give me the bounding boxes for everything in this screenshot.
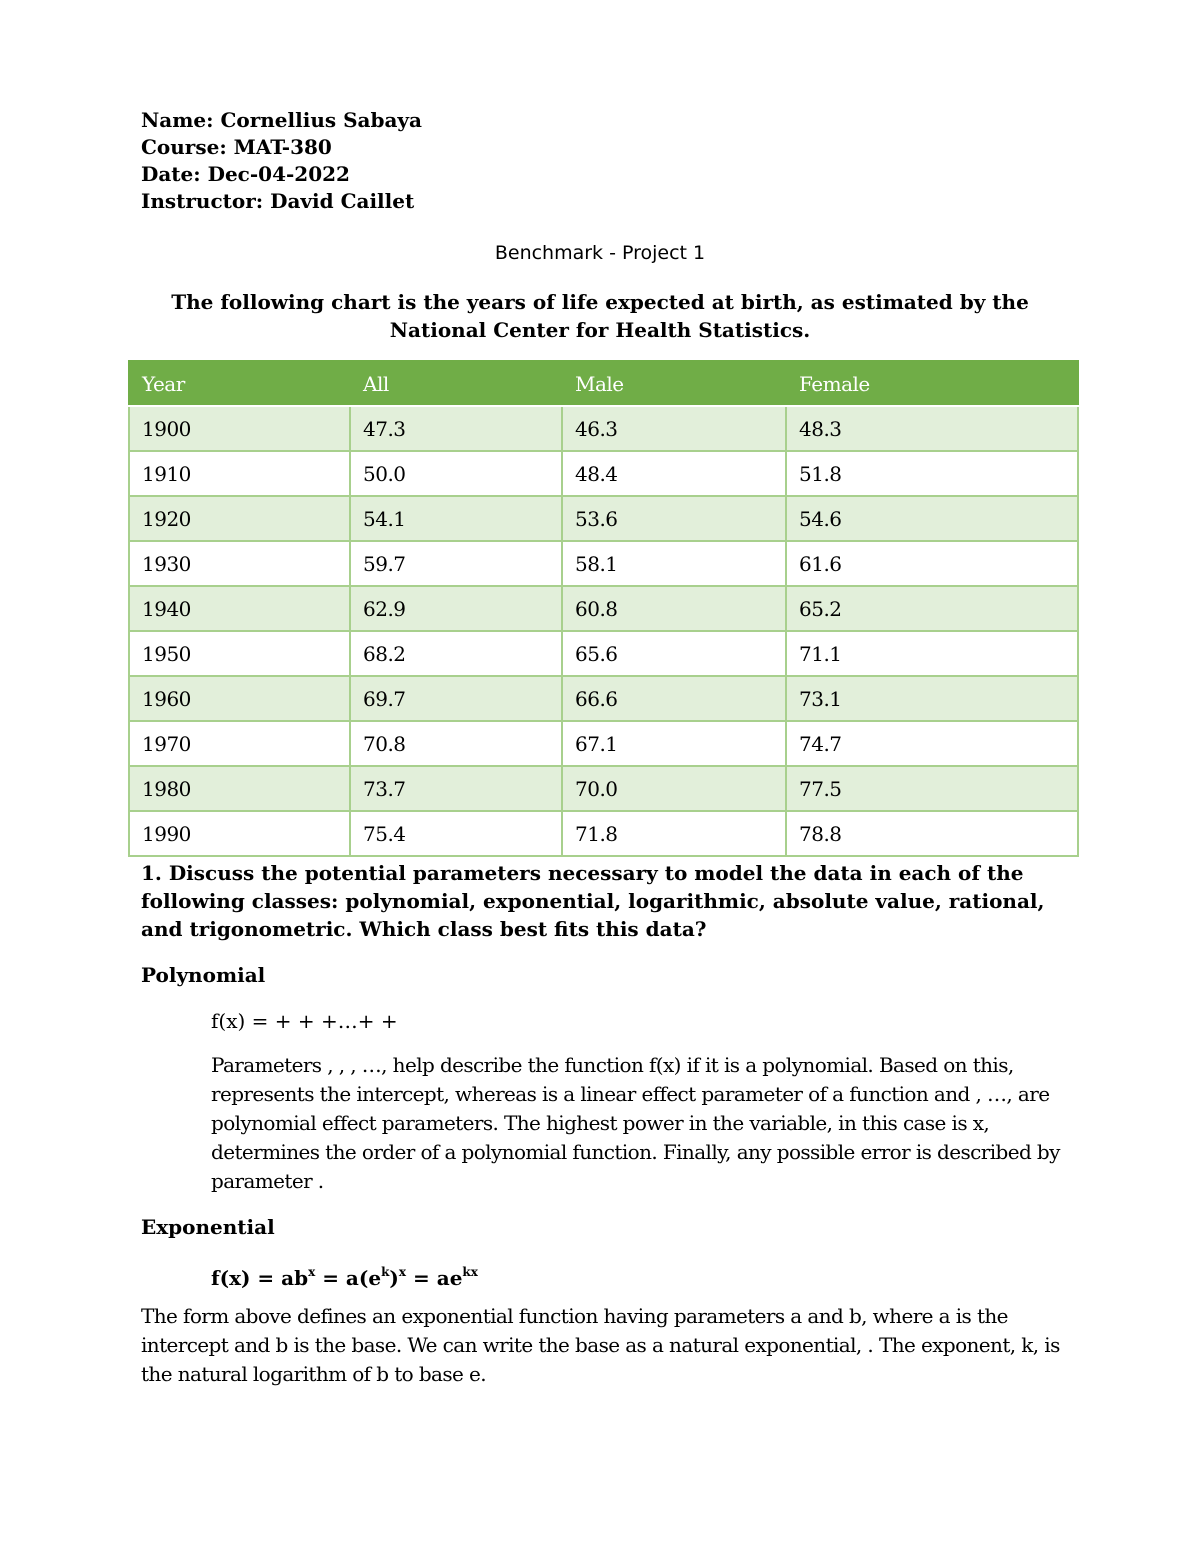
cell-year: 1950: [129, 631, 350, 676]
exponential-heading: Exponential: [141, 1215, 275, 1239]
cell-year: 1900: [129, 406, 350, 451]
formula-exponent: k: [381, 1265, 390, 1279]
table-row: [129, 676, 1078, 721]
cell-male: 66.6: [562, 676, 786, 721]
cell-female: 54.6: [786, 496, 1078, 541]
cell-year: 1970: [129, 721, 350, 766]
table-row: [129, 766, 1078, 811]
cell-all: 75.4: [350, 811, 562, 856]
table-row: [129, 721, 1078, 766]
cell-all: 68.2: [350, 631, 562, 676]
formula-part: ): [389, 1266, 399, 1290]
cell-female: 65.2: [786, 586, 1078, 631]
cell-male: 67.1: [562, 721, 786, 766]
course-line: Course: MAT-380: [141, 135, 332, 159]
formula-part: f(x) = ab: [211, 1266, 309, 1290]
table-row: [129, 406, 1078, 451]
formula-exponent: x: [398, 1265, 407, 1279]
cell-year: 1930: [129, 541, 350, 586]
cell-female: 74.7: [786, 721, 1078, 766]
cell-all: 70.8: [350, 721, 562, 766]
column-header-all: All: [350, 361, 562, 406]
cell-all: 47.3: [350, 406, 562, 451]
life-expectancy-table: [128, 360, 1079, 857]
cell-male: 71.8: [562, 811, 786, 856]
exponential-explanation: The form above defines an exponential function having parameters a and b, where a is the intercept and b is the base. We can write the base as a natural exponential, . The exponent, k, is the natural logarithm of b to base e.: [141, 1304, 1060, 1386]
cell-all: 50.0: [350, 451, 562, 496]
student-info: [141, 107, 422, 215]
cell-female: 51.8: [786, 451, 1078, 496]
polynomial-heading: Polynomial: [141, 963, 266, 987]
cell-year: 1980: [129, 766, 350, 811]
table-row: [129, 541, 1078, 586]
cell-female: 61.6: [786, 541, 1078, 586]
question-1: 1. Discuss the potential parameters necessary to model the data in each of the following classes: polynomial, exponential, logarithmic, absolute value, rational, and trigonometric. Which class best fits this data?: [141, 861, 1045, 941]
cell-year: 1910: [129, 451, 350, 496]
cell-male: 60.8: [562, 586, 786, 631]
cell-female: 71.1: [786, 631, 1078, 676]
student-name: Name: Cornellius Sabaya: [141, 108, 423, 132]
cell-female: 48.3: [786, 406, 1078, 451]
document-title: Benchmark - Project 1: [494, 242, 706, 264]
table-row: [129, 631, 1078, 676]
cell-all: 69.7: [350, 676, 562, 721]
formula-exponent: x: [308, 1265, 316, 1279]
cell-male: 48.4: [562, 451, 786, 496]
date-line: Date: Dec-04-2022: [141, 162, 350, 186]
cell-year: 1920: [129, 496, 350, 541]
table-row: [129, 496, 1078, 541]
cell-female: 78.8: [786, 811, 1078, 856]
cell-year: 1940: [129, 586, 350, 631]
formula-part: = ae: [406, 1266, 463, 1290]
column-header-female: Female: [786, 361, 1078, 406]
cell-female: 77.5: [786, 766, 1078, 811]
cell-male: 70.0: [562, 766, 786, 811]
cell-male: 46.3: [562, 406, 786, 451]
instructor-line: Instructor: David Caillet: [141, 189, 415, 213]
cell-male: 65.6: [562, 631, 786, 676]
cell-year: 1990: [129, 811, 350, 856]
cell-all: 54.1: [350, 496, 562, 541]
table-header-row: [129, 361, 1078, 406]
table-row: [129, 586, 1078, 631]
exponential-formula: [211, 1258, 478, 1292]
table-row: [129, 811, 1078, 856]
cell-all: 73.7: [350, 766, 562, 811]
cell-male: 53.6: [562, 496, 786, 541]
table-row: [129, 451, 1078, 496]
polynomial-formula: f(x) = + + +…+ +: [211, 1009, 398, 1033]
cell-all: 62.9: [350, 586, 562, 631]
polynomial-explanation: Parameters , , , …, help describe the function f(x) if it is a polynomial. Based on this, represents the intercept, whereas is a linear effect parameter of a function and , …, are polynomial effect parameters. The highest power in the variable, in this case is x, determines the order of a polynomial function. Finally, any possible error is described by parameter .: [211, 1053, 1060, 1193]
cell-female: 73.1: [786, 676, 1078, 721]
column-header-male: Male: [562, 361, 786, 406]
formula-part: = a(e: [315, 1266, 382, 1290]
cell-year: 1960: [129, 676, 350, 721]
column-header-year: Year: [129, 361, 350, 406]
cell-all: 59.7: [350, 541, 562, 586]
cell-male: 58.1: [562, 541, 786, 586]
formula-exponent: kx: [462, 1265, 478, 1279]
intro-text: The following chart is the years of life expected at birth, as estimated by the National Center for Health Statistics.: [171, 290, 1029, 342]
